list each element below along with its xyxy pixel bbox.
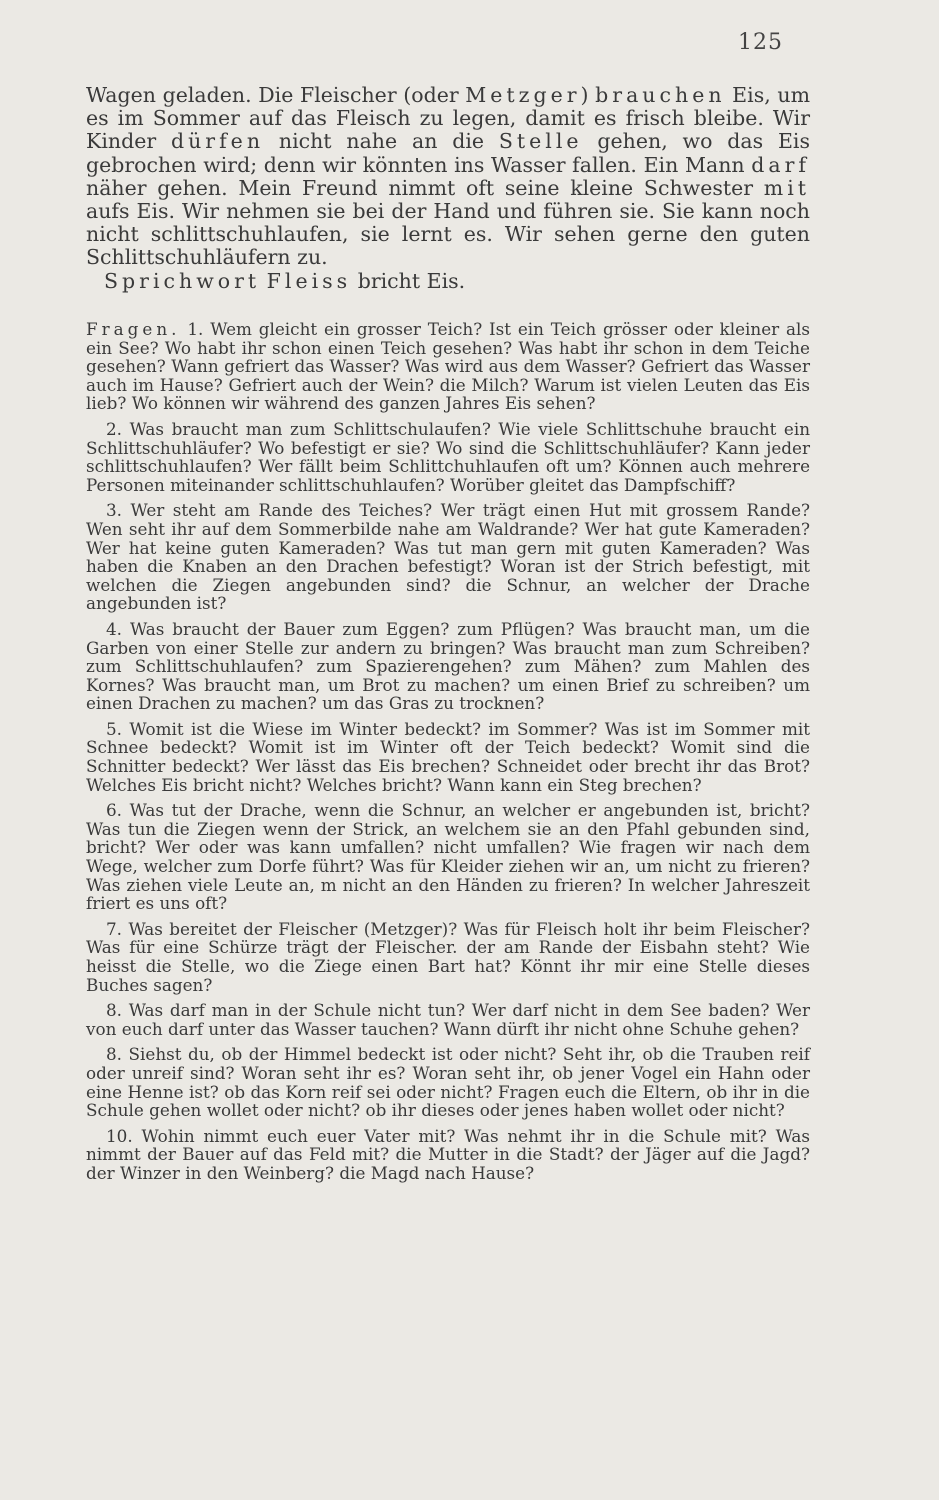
text-run: Wagen geladen. Die Fleischer (oder: [86, 83, 466, 107]
question-number: 5.: [106, 718, 123, 739]
emphasized-word: Metzger: [465, 83, 581, 107]
question-paragraph: [86, 1001, 810, 1038]
emphasized-word: dürfen: [170, 129, 265, 154]
question-paragraph: [86, 420, 810, 494]
emphasized-word: darf: [751, 152, 810, 177]
proverb-text: bricht Eis.: [351, 268, 466, 293]
reading-text: [86, 84, 810, 293]
emphasized-word: mit: [763, 175, 810, 200]
question-number: 4.: [106, 618, 123, 639]
text-run: näher gehen. Mein Freund nimmt oft seine kleine Schwester: [86, 175, 764, 200]
proverb: [86, 270, 810, 293]
questions-heading: Fragen.: [86, 319, 181, 339]
question-number: 8.: [106, 1044, 123, 1065]
question-number: 2.: [106, 418, 123, 439]
proverb-label: Sprichwort: [104, 268, 261, 293]
question-paragraph: [86, 801, 810, 913]
text-run: Eis, um es im Sommer auf das Fleisch zu legen, damit es frisch bleibe. Wir Kinder: [86, 83, 811, 154]
question-number: 6.: [106, 800, 123, 821]
question-text: Siehst du, ob der Himmel bedeckt ist oder nicht? Seht ihr, ob die Trauben reif oder unreif sind? Woran seht ihr es? Woran seht ihr, ob jener Vogel ein Hahn oder eine Henne ist? ob das Korn reif sei oder nicht? Fragen euch die Eltern, ob ihr in die Schule gehen wollet oder nicht? ob ihr dieses oder jenes haben wollet oder nicht?: [86, 1044, 810, 1121]
question-paragraph: [86, 620, 810, 713]
question-text: Wohin nimmt euch euer Vater mit? Was nehmt ihr in die Schule mit? Was nimmt der Bauer auf das Feld mit? die Mutter in die Stadt? der Jäger auf die Jagd? der Winzer in den Weinberg? die Magd nach Hause?: [86, 1125, 810, 1183]
question-number: 8.: [106, 1000, 123, 1021]
questions-section: [86, 320, 810, 1190]
question-paragraph: [86, 501, 810, 613]
question-text: Wer steht am Rande des Teiches? Wer trägt einen Hut mit grossem Rande? Wen seht ihr auf dem Sommerbilde nahe am Waldrande? Wer hat gute Kameraden? Wer hat keine guten Kameraden? Was tut man gern mit guten Kameraden? Was haben die Knaben an den Drachen befestigt? Woran ist der Strich befestigt, mit welchen die Ziegen angebunden sind? die Schnur, an welcher der Drache angebunden ist?: [86, 500, 810, 614]
question-text: Was braucht man zum Schlittschulaufen? Wie viele Schlittschuhe braucht ein Schlittschuhläufer? Wo befestigt er sie? Wo sind die Schlittschuhläufer? Kann jeder schlittschuhlaufen? Wer fällt beim Schlittchuhlaufen oft um? Können auch mehrere Personen miteinander schlittschuhlaufen? Worüber gleitet das Dampfschiff?: [86, 418, 810, 495]
text-run: gehen, wo das Eis gebrochen wird; denn wir könnten ins Wasser fallen. Ein Mann: [86, 129, 811, 177]
question-paragraph: [86, 1045, 810, 1119]
question-text: Wem gleicht ein grosser Teich? Ist ein Teich grösser oder kleiner als ein See? Wo habt ihr schon einen Teich gesehen? Was habt ihr schon in dem Teiche gesehen? Wann gefriert das Wasser? Was wird aus dem Wasser? Gefriert das Wasser auch im Hause? Gefriert auch der Wein? die Milch? Warum ist vielen Leuten das Eis lieb? Wo können wir während des ganzen Jahres Eis sehen?: [86, 319, 810, 414]
emphasized-word: Fleiss: [266, 268, 352, 293]
question-number: 7.: [106, 918, 123, 939]
paragraph: [86, 84, 810, 270]
question-text: Was tut der Drache, wenn die Schnur, an welcher er angebunden ist, bricht? Was tun die Ziegen wenn der Strick, an welchem sie an den Pfahl gebunden sind, bricht? Wer oder was kann umfallen? nicht umfallen? Wie fragen wir nach dem Wege, welcher zum Dorfe führt? Was für Kleider ziehen wir an, um nicht zu frieren? Was ziehen viele Leute an, m nicht an den Händen zu frieren? In welcher Jahreszeit friert es uns oft?: [86, 800, 810, 914]
question-paragraph: [86, 1127, 810, 1183]
question-paragraph: [86, 720, 810, 794]
text-run: nicht nahe an die: [264, 129, 499, 154]
text-run: aufs Eis. Wir nehmen sie bei der Hand und führen sie. Sie kann noch nicht schlittschuhlaufen, sie lernt es. Wir sehen gerne den guten Schlittschuhläufern zu.: [86, 199, 810, 270]
question-text: Was braucht der Bauer zum Eggen? zum Pflügen? Was braucht man, um die Garben von einer Stelle zur andern zu bringen? Was braucht man zum Schreiben? zum Schlittschuhlaufen? zum Spazierengehen? zum Mähen? zum Mahlen des Kornes? Was braucht man, um Brot zu machen? um einen Brief zu schreiben? um einen Drachen zu machen? um das Gras zu trocknen?: [86, 618, 810, 714]
question-number: 3.: [106, 500, 123, 521]
question-paragraph: [86, 920, 810, 994]
text-run: ): [580, 83, 596, 107]
page-number: 125: [738, 30, 783, 55]
question-text: Womit ist die Wiese im Winter bedeckt? im Sommer? Was ist im Sommer mit Schnee bedeckt? Womit ist im Winter oft der Teich bedeckt? Womit sind die Schnitter bedeckt? Wer lässt das Eis brechen? Schneidet oder brecht ihr das Brot? Welches Eis bricht nicht? Welches bricht? Wann kann ein Steg brechen?: [86, 718, 810, 795]
emphasized-word: brauchen: [595, 83, 726, 107]
question-text: Was bereitet der Fleischer (Metzger)? Was für Fleisch holt ihr beim Fleischer? Was für eine Schürze trägt der Fleischer. der am Rande der Eisbahn steht? Wie heisst die Stelle, wo die Ziege einen Bart hat? Könnt ihr mir eine Stelle dieses Buches sagen?: [86, 918, 811, 995]
question-text: Was darf man in der Schule nicht tun? Wer darf nicht in dem See baden? Wer von euch darf unter das Wasser tauchen? Wann dürft ihr nicht ohne Schuhe gehen?: [86, 1000, 810, 1039]
question-number: 10.: [106, 1125, 133, 1146]
question-paragraph: [86, 320, 810, 413]
question-number: 1.: [187, 319, 204, 339]
emphasized-word: Stelle: [498, 129, 583, 154]
